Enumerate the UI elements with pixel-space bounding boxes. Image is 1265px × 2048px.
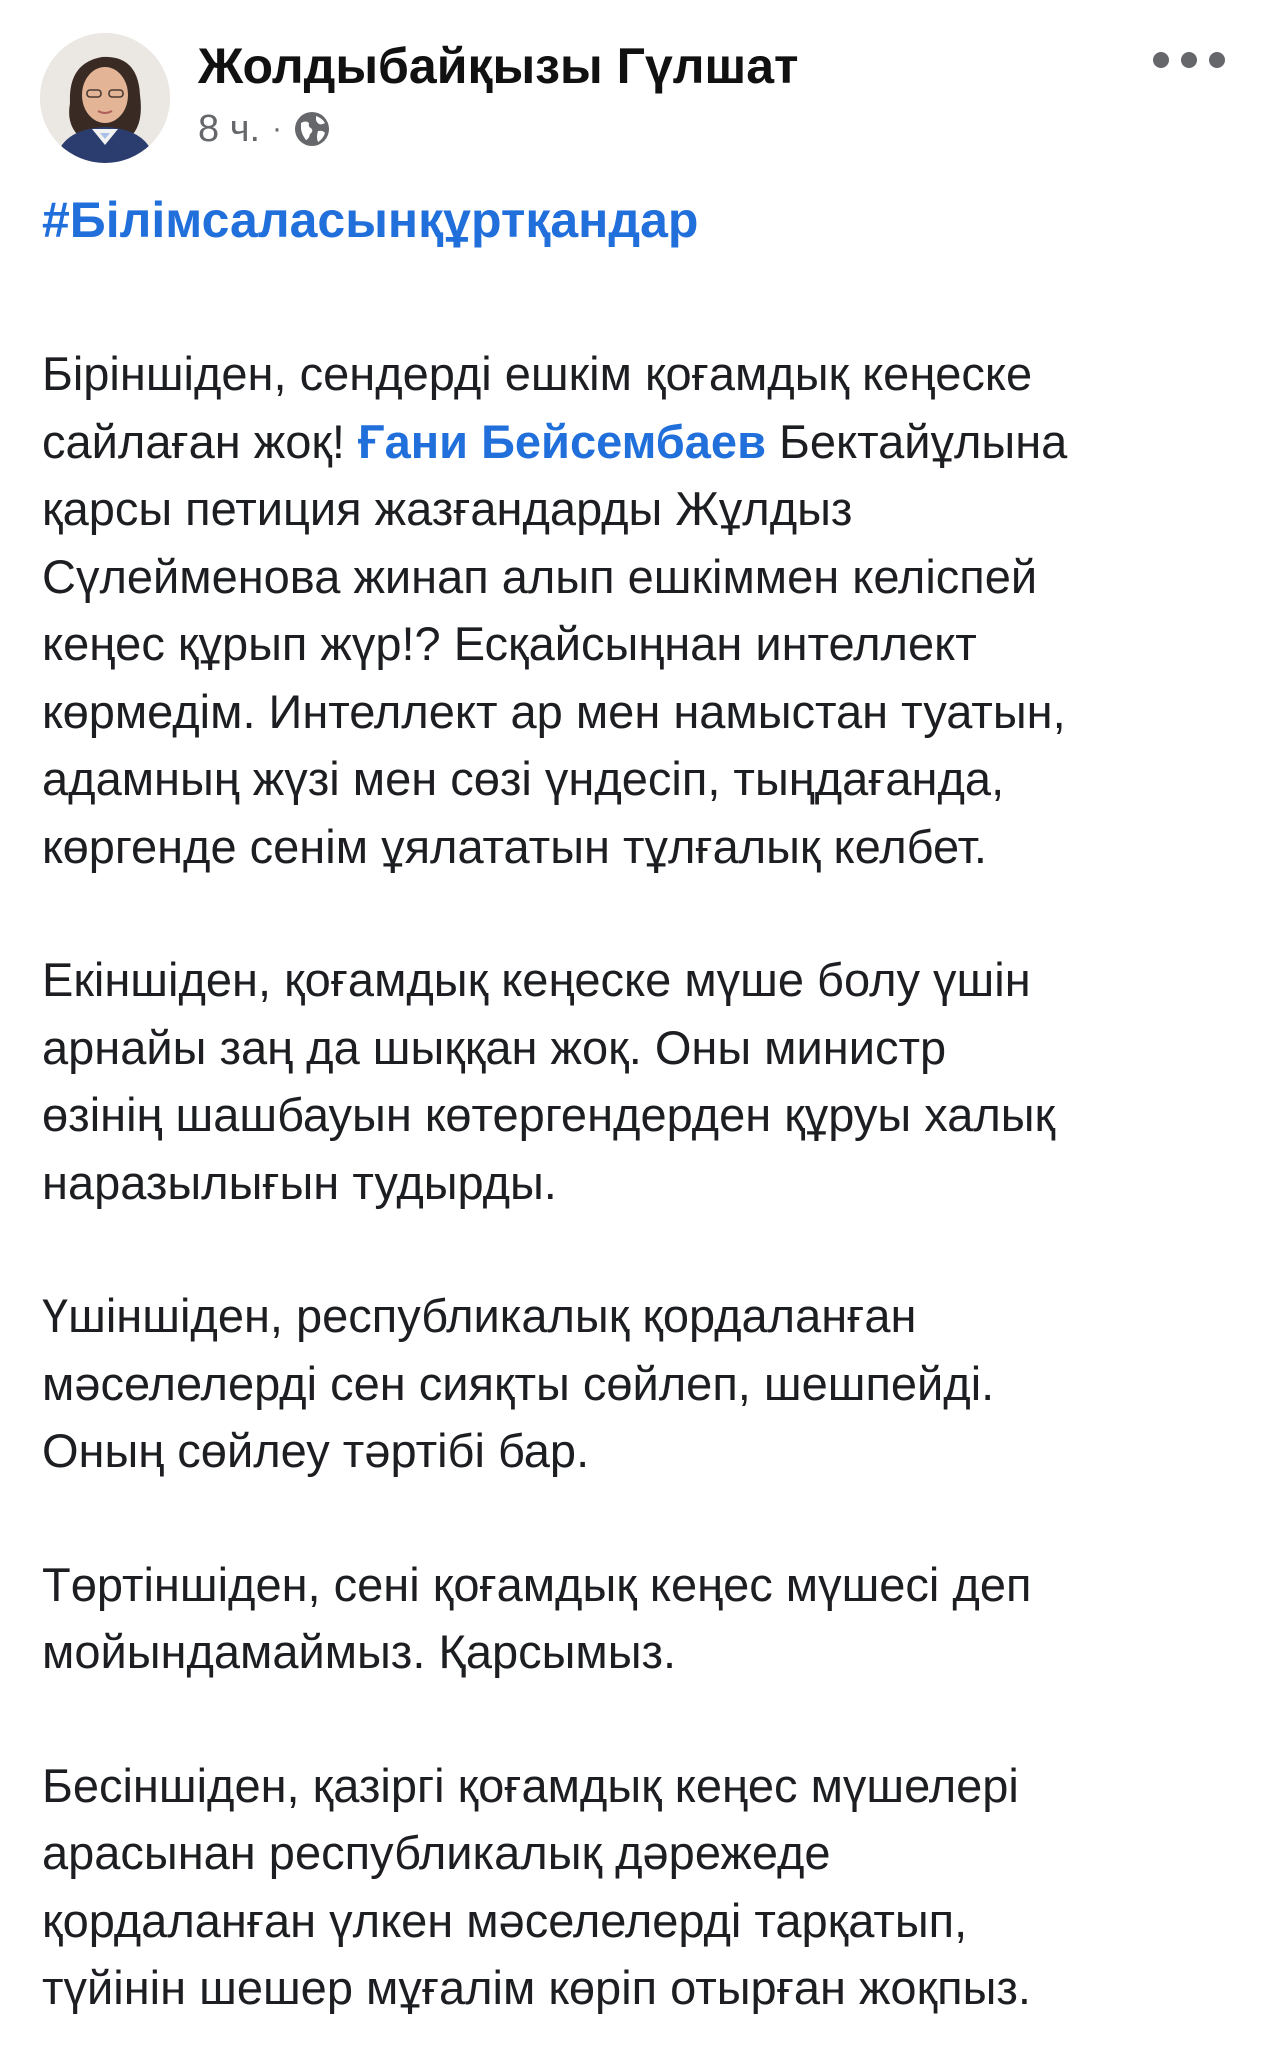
paragraph-4: Төртіншіден, сені қоғамдық кеңес мүшесі деп мойындамаймыз. Қарсымыз. [42,1557,1032,1678]
paragraph-2: Екіншіден, қоғамдық кеңеске мүше болу үшін арнайы заң да шыққан жоқ. Оны министр өзінің шашбауын көтергендерден құруы халық наразылығын тудырды. [42,953,1056,1209]
post-meta [198,104,332,154]
more-dot [1153,52,1169,68]
paragraph-1 [42,340,1232,880]
paragraph-3: Үшіншіден, республикалық қордаланған мәселелерді сен сияқты сөйлеп, шешпейді. Оның сөйлеу тәртібі бар. [42,1289,995,1477]
globe-icon[interactable] [292,109,332,149]
author-avatar[interactable] [40,33,170,163]
more-dot [1209,52,1225,68]
hashtag-link[interactable]: #Білімсаласынқұртқандар [42,192,699,248]
more-dot [1181,52,1197,68]
post-body [42,185,1232,2022]
post-timestamp[interactable]: 8 ч. [198,107,261,150]
paragraph-1-text-before: Біріншіден, сендерді ешкім қоғамдық кеңеске сайлаған жоқ! [42,347,1033,468]
meta-separator: · [272,112,283,145]
author-name[interactable]: Жолдыбайқызы Гүлшат [198,38,799,94]
post-header [0,0,1265,180]
paragraph-5: Бесіншіден, қазіргі қоғамдық кеңес мүшелері арасынан республикалық дәрежеде қордаланған үлкен мәселелерді тарқатып, түйінін шешер мұғалім көріп отырған жоқпыз. [42,1758,1031,2014]
mention-link[interactable]: Ғани Бейсембаев [358,414,766,468]
more-options-button[interactable] [1153,40,1225,80]
paragraph-1-text-after: Бектайұлына қарсы петиция жазғандарды Жұлдыз Сүлейменова жинап алып ешкіммен келіспей кеңес құрып жүр!? Есқайсыңнан интеллект көрмедім. Интеллект ар мен намыстан туатын, адамның жүзі мен сөзі үндесіп, тыңдағанда, көргенде сенім ұялататын тұлғалық келбет. [42,414,1068,873]
avatar-photo [40,33,170,163]
